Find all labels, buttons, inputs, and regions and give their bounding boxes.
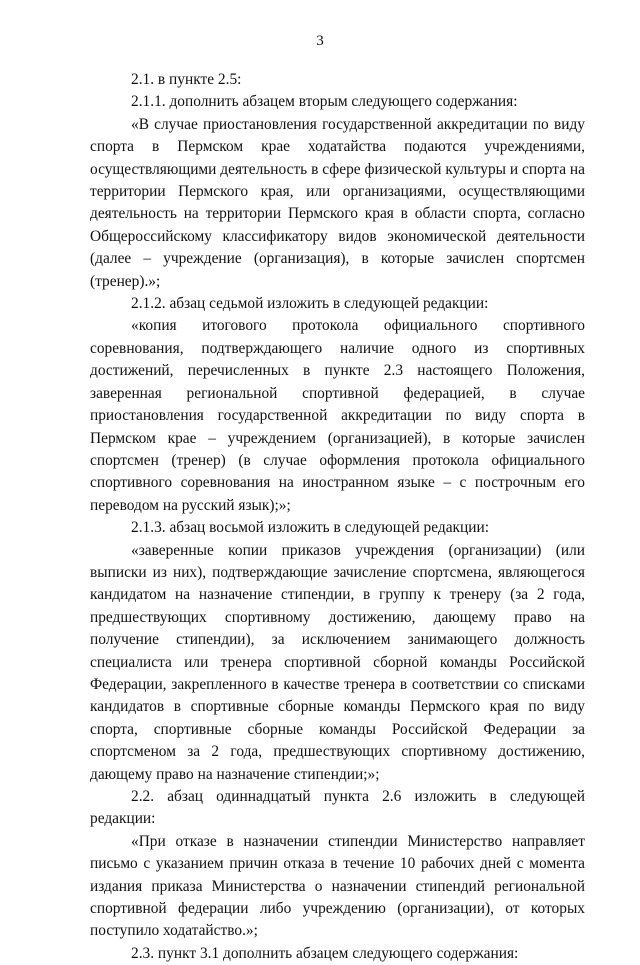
paragraph-2-1-3-text: «заверенные копии приказов учреждения (организации) (или выписки из них), подтверждающие зачисление спортсмена, являющегося кандидатом на назначение стипендии, в группу к тренеру (за 2 года, предшествующих спортивному достижению, дающему право на получение стипендии), за исключением занимающего должность специалиста или тренера спортивной сборной команды Российской Федерации, закрепленного в качестве тренера в соответствии со списками кандидатов в спортивные сборные команды Пермского края по виду спорта, спортивные сборные команды Российской Федерации за спортсменом за 2 года, предшествующих спортивному достижению, дающему право на назначение стипендии;»; xyxy=(90,541,585,783)
paragraph-2-1-2: 2.1.2. абзац седьмой изложить в следующей редакции: xyxy=(131,295,489,313)
paragraph-2-2-text: «При отказе в назначении стипендии Министерство направляет письмо с указанием причин отказа в течение 10 рабочих дней с момента издания приказа Министерства о назначении стипендий региональной спортивной федерации либо учреждению (организации), от которых поступило ходатайство.»; xyxy=(90,832,585,940)
paragraph-2-1-3: 2.1.3. абзац восьмой изложить в следующей редакции: xyxy=(131,519,490,537)
paragraph-2-1-1-text: «В случае приостановления государственной аккредитации по виду спорта в Пермском крае ходатайства подаются учреждениями, осуществляющими деятельность в сфере физической культуры и спорта на территории Пермского края, или организациями, осуществляющими деятельность на территории Пермского края в области спорта, согласно Общероссийскому классификатору видов экономической деятельности (далее – учреждение (организация), в которые зачислен спортсмен (тренер).»; xyxy=(90,115,585,290)
paragraph-2-1: 2.1. в пункте 2.5: xyxy=(131,71,242,88)
document-body xyxy=(90,69,585,965)
paragraph-2-1-2-text: «копия итогового протокола официального спортивного соревнования, подтверждающего наличие одного из спортивных достижений, перечисленных в пункте 2.3 настоящего Положения, заверенная региональной спортивной федерацией, в случае приостановления государственной аккредитации по виду спорта в Пермском крае – учреждением (организацией), в которые зачислен спортсмен (тренер) (в случае оформления протокола официального спортивного соревнования на иностранном языке – с построчным его переводом на русский язык);»; xyxy=(90,317,585,514)
paragraph-2-3: 2.3. пункт 3.1 дополнить абзацем следующего содержания: xyxy=(131,944,519,962)
paragraph-2-1-1: 2.1.1. дополнить абзацем вторым следующего содержания: xyxy=(131,93,518,111)
paragraph-2-2: 2.2. абзац одиннадцатый пункта 2.6 изложить в следующей редакции: xyxy=(90,788,585,828)
page-number: 3 xyxy=(316,33,324,49)
